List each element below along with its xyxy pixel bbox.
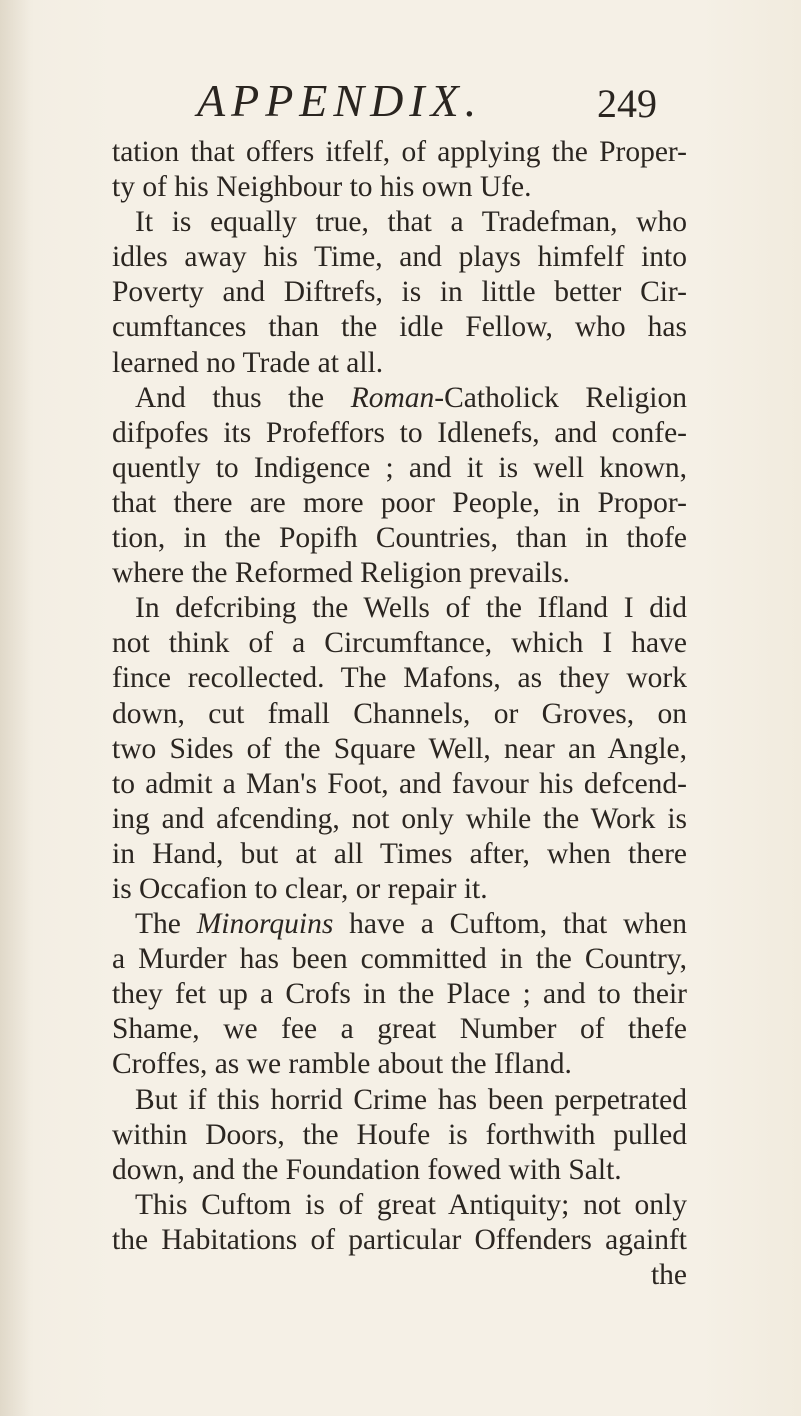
text-line: is Occafion to clear, or repair it.: [112, 872, 488, 905]
text-line: idles away his Time, and plays himfelf into: [112, 241, 687, 274]
text-line: It is equally true, that a Tradefman, who: [135, 206, 687, 239]
text-line: Poverty and Diftrefs, is in little better Cir-: [112, 276, 687, 309]
text-line: tion, in the Popifh Countries, than in thofe: [112, 522, 687, 555]
italic-word: Minorquins: [196, 908, 334, 941]
text-line: ing and afcending, not only while the Work is: [112, 802, 687, 835]
text-line: cumftances than the idle Fellow, who has: [112, 311, 687, 344]
text-line: down, cut fmall Channels, or Groves, on: [112, 697, 687, 730]
text-line: difpofes its Profeffors to Idlenefs, and confe-: [112, 416, 687, 449]
text-line: not think of a Circumftance, which I have: [112, 627, 687, 660]
text-segment: And thus the: [135, 381, 351, 414]
text-line: But if this horrid Crime has been perpetrated: [135, 1083, 687, 1116]
text-line: ty of his Neighbour to his own Ufe.: [112, 171, 532, 204]
text-line: This Cuftom is of great Antiquity; not only: [135, 1188, 687, 1221]
text-line: Croffes, as we ramble about the Ifland.: [112, 1048, 572, 1081]
text-line: a Murder has been committed in the Country,: [112, 943, 687, 976]
text-line: quently to Indigence ; and it is well known,: [112, 451, 687, 484]
text-line: [112, 907, 687, 942]
text-line: Shame, we fee a great Number of thefe: [112, 1013, 687, 1046]
page-number: 249: [597, 81, 657, 126]
text-segment: The: [135, 908, 197, 941]
text-line: learned no Trade at all.: [112, 346, 384, 379]
text-line: fince recollected. The Mafons, as they work: [112, 662, 687, 695]
page-binding-shadow: [0, 0, 34, 1416]
text-line: tation that offers itfelf, of applying the Proper-: [112, 136, 687, 168]
text-line: within Doors, the Houfe is forthwith pulled: [112, 1118, 687, 1151]
italic-word: Roman: [350, 381, 435, 414]
text-line: In defcribing the Wells of the Ifland I did: [135, 592, 687, 625]
body-text: [112, 135, 687, 1293]
text-line: where the Reformed Religion prevails.: [112, 557, 570, 590]
page-header: [0, 68, 801, 128]
text-line: in Hand, but at all Times after, when there: [112, 837, 687, 870]
text-segment: -Catholick Religion: [434, 381, 687, 414]
text-line: they fet up a Crofs in the Place ; and to their: [112, 978, 687, 1011]
text-line: two Sides of the Square Well, near an Angle,: [112, 732, 687, 765]
text-segment: have a Cuftom, that when: [333, 908, 687, 941]
running-head: APPENDIX.: [197, 75, 483, 126]
catchword: the: [650, 1259, 687, 1291]
text-line: to admit a Man's Foot, and favour his defcend-: [112, 767, 687, 800]
text-line: the Habitations of particular Offenders againft: [112, 1223, 687, 1256]
text-line: that there are more poor People, in Propor-: [112, 486, 687, 519]
text-line: down, and the Foundation fowed with Salt.: [112, 1153, 622, 1186]
text-line: [112, 381, 687, 416]
